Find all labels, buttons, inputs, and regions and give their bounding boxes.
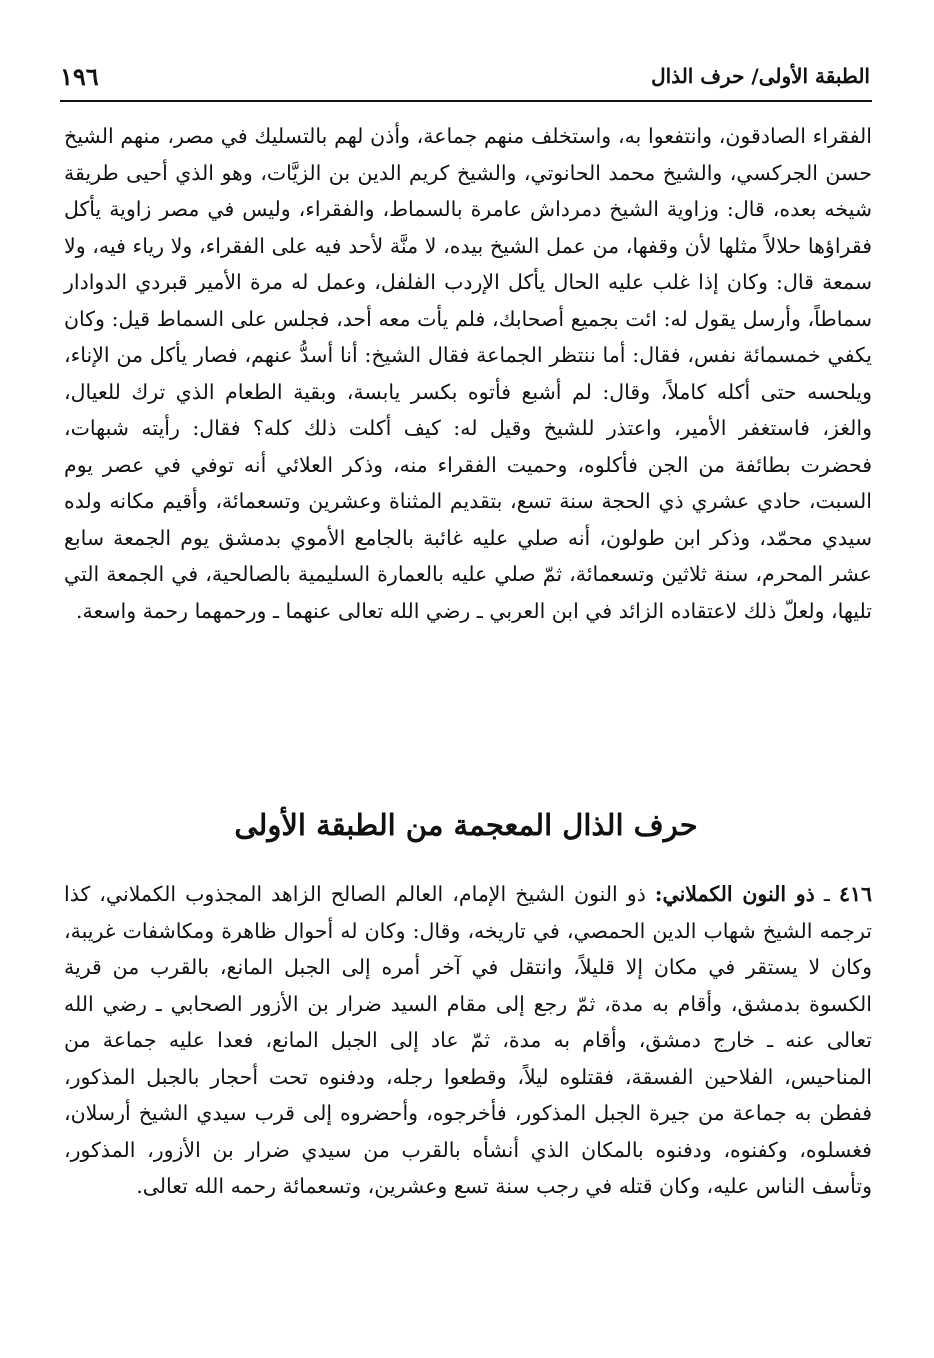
header-rule bbox=[60, 100, 872, 102]
entry-text: ذو النون الشيخ الإمام، العالم الصالح الزاهد المجذوب الكملاني، كذا ترجمه الشيخ شهاب الدين الحمصي، في تاريخه، وقال: وكان له أحوال ظاهرة ومكاشفات غريبة، وكان لا يستقر في مكان إلا قليلاً، وانتقل في آخر أمره إلى الجبل المانع، بالقرب من قرية الكسوة بدمشق، وأقام به مدة، ثمّ رجع إلى مقام السيد ضرار بن الأزور الصحابي ـ رضي الله تعالى عنه ـ خارج دمشق، وأقام به مدة، ثمّ عاد إلى الجبل المانع، فعدا عليه جماعة من المناحيس، الفلاحين الفسقة، فقتلوه ليلاً، وقطعوا رجله، ودفنوه تحت أحجار بالجبل المذكور، ففطن به جماعة من جيرة الجبل المذكور، فأخرجوه، وأحضروه إلى قرب سيدي الشيخ أرسلان، فغسلوه، وكفنوه، ودفنوه بالمكان الذي أنشأه بالقرب من سيدي ضرار بن الأزور، المذكور، وتأسف الناس عليه، وكان قتله في رجب سنة تسع وعشرين، وتسعمائة رحمه الله تعالى. bbox=[64, 882, 872, 1198]
running-head bbox=[60, 60, 870, 100]
section-heading: حرف الذال المعجمة من الطبقة الأولى bbox=[234, 808, 698, 842]
body-text-top bbox=[64, 118, 872, 629]
entry-name: ذو النون الكملاني: bbox=[654, 882, 815, 906]
paragraph-continuation: الفقراء الصادقون، وانتفعوا به، واستخلف منهم جماعة، وأذن لهم بالتسليك في مصر، منهم الشيخ حسن الجركسي، والشيخ محمد الحانوتي، والشيخ كريم الدين بن الزيَّات، وهو الذي أحيى طريقة شيخه بعده، قال: وزاوية الشيخ دمرداش عامرة بالسماط، والفقراء، وليس في مصر زاوية يأكل فقراؤها حلالاً مثلها لأن وقفها، من عمل الشيخ بيده، لا منَّة لأحد فيه على الفقراء، ولا رياء فيه، ولا سمعة قال: وكان إذا غلب عليه الحال يأكل الإردب الفلفل، وعمل له مرة الأمير قبردي الدوادار سماطاً، وأرسل يقول له: ائت بجميع أصحابك، فلم يأت معه أحد، فجلس على السماط قيل: وكان يكفي خمسمائة نفس، فقال: أما ننتظر الجماعة فقال الشيخ: أنا أسدُّ عنهم، فصار يأكل من الإناء، ويلحسه حتى أكله كاملاً، وقال: لم أشبع فأتوه بكسر يابسة، وبقية الطعام الذي ترك للعيال، والغز، فاستغفر الأمير، واعتذر للشيخ وقيل له: كيف أكلت ذلك كله؟ فقال: رأيته شبهات، فحضرت بطائفة من الجن فأكلوه، وحميت الفقراء منه، وذكر العلائي أنه توفي في عصر يوم السبت، حادي عشري ذي الحجة سنة تسع، بتقديم المثناة وعشرين وتسعمائة، وأقيم مكانه ولده سيدي محمّد، وذكر ابن طولون، أنه صلي عليه غائبة بالجامع الأموي بدمشق يوم الجمعة سابع عشر المحرم، سنة ثلاثين وتسعمائة، ثمّ صلي عليه بالعمارة السليمية بالصالحية، في الجمعة التي تليها، ولعلّ ذلك لاعتقاده الزائد في ابن العربي ـ رضي الله تعالى عنهما ـ ورحمهما رحمة واسعة. bbox=[64, 124, 872, 623]
entry-dash: ـ bbox=[814, 882, 830, 906]
running-head-title: الطبقة الأولى/ حرف الذال bbox=[651, 64, 870, 88]
page-number: ١٩٦ bbox=[60, 62, 99, 91]
body-text-entry bbox=[64, 876, 872, 1205]
entry-number: ٤١٦ bbox=[838, 882, 873, 906]
entry-paragraph bbox=[64, 876, 872, 1205]
